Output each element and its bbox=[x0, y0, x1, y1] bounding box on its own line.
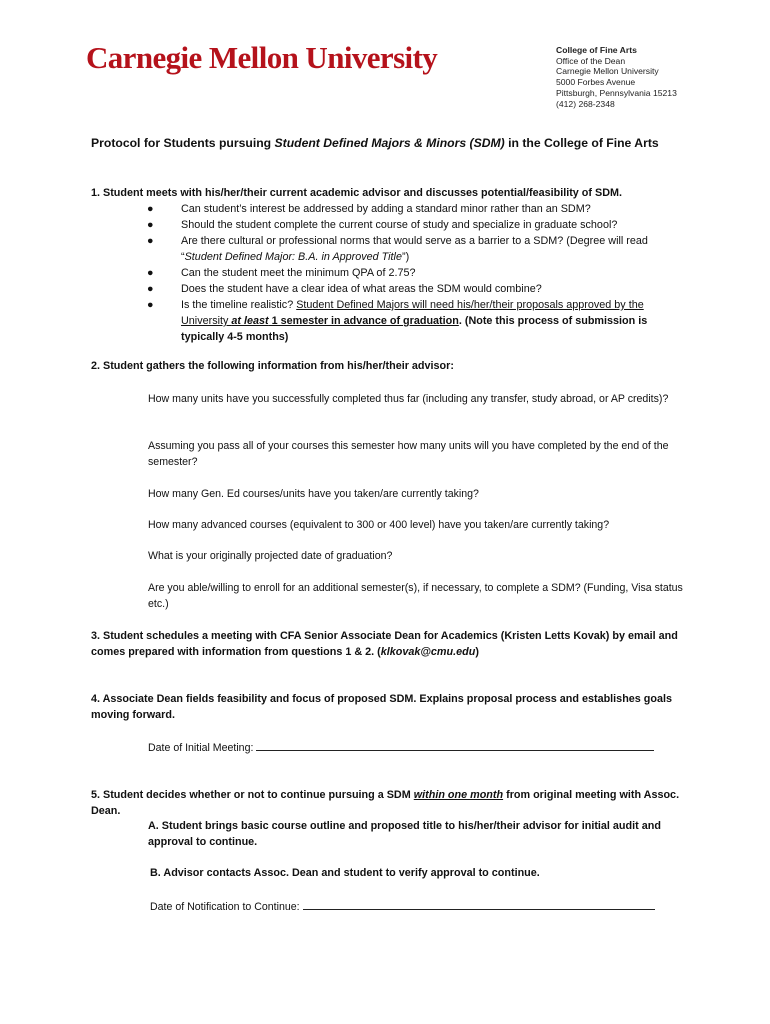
initial-meeting-date-line[interactable] bbox=[256, 738, 654, 751]
section-3: 3. Student schedules a meeting with CFA Senior Associate Dean for Academics (Kristen Letts Kovak) by email and comes prepared with information from questions 1 & 2. (klkovak@cmu.edu) bbox=[91, 630, 678, 658]
office-address bbox=[556, 45, 677, 109]
initial-meeting-date-label: Date of Initial Meeting: bbox=[148, 742, 257, 754]
list-item: ● Should the student complete the current course of study and specialize in graduate school? bbox=[147, 219, 618, 231]
address-street: 5000 Forbes Avenue bbox=[556, 77, 636, 88]
document-title bbox=[91, 136, 731, 150]
list-item: ● Can student’s interest be addressed by adding a standard minor rather than an SDM? bbox=[147, 203, 591, 215]
question-2: Assuming you pass all of your courses this semester how many units will you have completed by the end of the semester? bbox=[148, 440, 669, 468]
address-office: Office of the Dean bbox=[556, 55, 626, 66]
title-prefix: Protocol for Students pursuing bbox=[91, 136, 275, 150]
initial-meeting-date bbox=[148, 738, 708, 756]
list-item: ● Is the timeline realistic? Student Defined Majors will need his/her/their proposals approved by the University at least 1 semester in advance of graduation. (Note this process of submission is typically 4-5 months) bbox=[147, 299, 648, 343]
section-4: 4. Associate Dean fields feasibility and focus of proposed SDM. Explains proposal process and establishes goals moving forward. bbox=[91, 693, 672, 721]
section-5-a: A. Student brings basic course outline and proposed title to his/her/their advisor for initial audit and approval to continue. bbox=[148, 820, 661, 848]
notification-date-label: Date of Notification to Continue: bbox=[150, 901, 303, 913]
list-item: ● Are there cultural or professional norms that would serve as a barrier to a SDM? (Degree will read “Student Defined Major: B.A. in Approved Title”) bbox=[147, 235, 648, 263]
notification-date-line[interactable] bbox=[303, 897, 655, 910]
section-5: 5. Student decides whether or not to continue pursuing a SDM within one month from original meeting with Assoc. Dean. bbox=[91, 789, 680, 817]
title-emphasis: Student Defined Majors & Minors (SDM) bbox=[274, 136, 505, 150]
section-1-heading: 1. Student meets with his/her/their current academic advisor and discusses potential/feasibility of SDM. bbox=[91, 187, 622, 199]
notification-date bbox=[150, 897, 710, 915]
address-city: Pittsburgh, Pennsylvania 15213 bbox=[556, 87, 677, 98]
section-1 bbox=[91, 185, 691, 201]
address-university: Carnegie Mellon University bbox=[556, 66, 659, 77]
section-1-bullets bbox=[147, 201, 687, 345]
title-suffix: in the College of Fine Arts bbox=[504, 136, 659, 150]
list-item: ● Does the student have a clear idea of what areas the SDM would combine? bbox=[147, 283, 542, 295]
cmu-logo: Carnegie Mellon University bbox=[86, 40, 438, 75]
question-3: How many Gen. Ed courses/units have you taken/are currently taking? bbox=[148, 488, 479, 500]
address-phone: (412) 268-2348 bbox=[556, 98, 615, 109]
question-5: What is your originally projected date of graduation? bbox=[148, 550, 393, 562]
section-2-heading: 2. Student gathers the following information from his/her/their advisor: bbox=[91, 360, 454, 372]
address-college: College of Fine Arts bbox=[556, 45, 637, 55]
list-item: ● Can the student meet the minimum QPA of 2.75? bbox=[147, 267, 416, 279]
question-1: How many units have you successfully completed thus far (including any transfer, study abroad, or AP credits)? bbox=[148, 393, 669, 405]
section-5-b: B. Advisor contacts Assoc. Dean and student to verify approval to continue. bbox=[150, 867, 540, 879]
question-4: How many advanced courses (equivalent to 300 or 400 level) have you taken/are currently taking? bbox=[148, 519, 610, 531]
dean-email: klkovak@cmu.edu bbox=[380, 646, 476, 658]
question-6: Are you able/willing to enroll for an additional semester(s), if necessary, to complete a SDM? (Funding, Visa status etc.) bbox=[148, 582, 683, 610]
